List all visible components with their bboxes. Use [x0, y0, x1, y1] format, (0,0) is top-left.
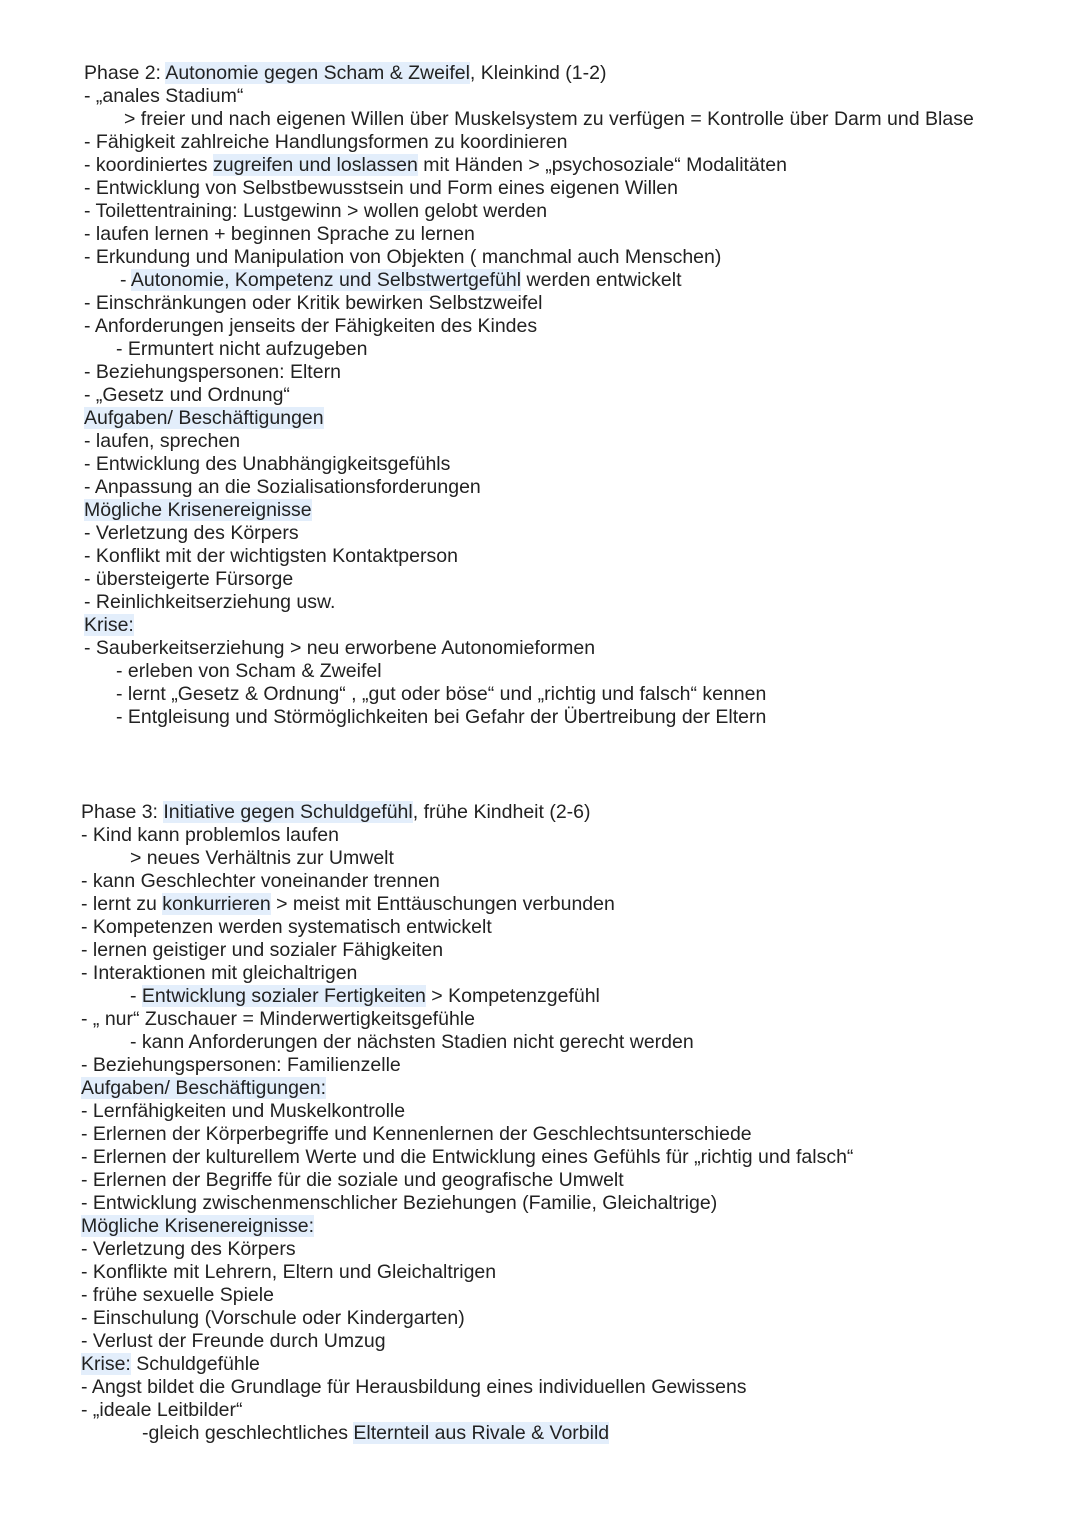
- note-line: [0, 200, 1080, 223]
- note-text: - Toilettentraining: Lustgewinn > wollen gelobt werden: [84, 200, 548, 222]
- note-line: [0, 1353, 1080, 1376]
- note-line: [0, 1422, 1080, 1445]
- note-line: [0, 614, 1080, 637]
- highlighted-text: Entwicklung sozialer Fertigkeiten: [141, 985, 426, 1007]
- note-text: - Konflikt mit der wichtigsten Kontaktperson: [84, 545, 458, 567]
- note-text: - Erkundung und Manipulation von Objekten ( manchmal auch Menschen): [84, 246, 722, 268]
- note-text: - laufen, sprechen: [84, 430, 241, 452]
- note-line: [0, 893, 1080, 916]
- note-text: - Beziehungspersonen: Familienzelle: [81, 1054, 401, 1076]
- note-line: [0, 315, 1080, 338]
- note-line: [0, 292, 1080, 315]
- note-line: [0, 1077, 1080, 1100]
- note-line: [0, 916, 1080, 939]
- note-text: - Verletzung des Körpers: [84, 522, 299, 544]
- note-text: - frühe sexuelle Spiele: [81, 1284, 274, 1306]
- highlighted-text: Aufgaben/ Beschäftigungen:: [81, 1077, 327, 1099]
- note-text: - Verletzung des Körpers: [81, 1238, 296, 1260]
- note-text: - koordiniertes: [84, 154, 213, 176]
- note-line: [0, 801, 1080, 824]
- note-line: [0, 131, 1080, 154]
- note-text: - „Gesetz und Ordnung“: [84, 384, 290, 406]
- highlighted-text: Krise:: [81, 1353, 131, 1375]
- note-text: - Entwicklung zwischenmenschlicher Beziehungen (Familie, Gleichaltrige): [81, 1192, 718, 1214]
- note-text: - Kind kann problemlos laufen: [81, 824, 339, 846]
- note-line: [0, 591, 1080, 614]
- note-text: - Erlernen der Begriffe für die soziale und geografische Umwelt: [81, 1169, 624, 1191]
- note-text: > meist mit Enttäuschungen verbunden: [270, 893, 615, 915]
- note-text: - übersteigerte Fürsorge: [84, 568, 294, 590]
- note-text: - kann Geschlechter voneinander trennen: [81, 870, 440, 892]
- highlighted-text: konkurrieren: [162, 893, 271, 915]
- note-text: Phase 3:: [81, 801, 164, 823]
- note-line: [0, 1192, 1080, 1215]
- note-line: [0, 62, 1080, 85]
- note-text: werden entwickelt: [521, 269, 682, 291]
- note-text: - Kompetenzen werden systematisch entwickelt: [81, 916, 492, 938]
- note-text: - erleben von Scham & Zweifel: [116, 660, 382, 682]
- highlighted-text: Autonomie gegen Scham & Zweifel: [165, 62, 470, 84]
- note-line: [0, 1399, 1080, 1422]
- note-line: [0, 1376, 1080, 1399]
- note-text: > neues Verhältnis zur Umwelt: [130, 847, 394, 869]
- note-text: - „ideale Leitbilder“: [81, 1399, 243, 1421]
- note-line: [0, 962, 1080, 985]
- note-text: Schuldgefühle: [130, 1353, 260, 1375]
- note-line: [0, 1284, 1080, 1307]
- note-text: > Kompetenzgefühl: [425, 985, 600, 1007]
- note-line: [0, 1031, 1080, 1054]
- note-line: [0, 1169, 1080, 1192]
- note-text: - laufen lernen + beginnen Sprache zu lernen: [84, 223, 475, 245]
- note-text: - Erlernen der Körperbegriffe und Kennenlernen der Geschlechtsunterschiede: [81, 1123, 752, 1145]
- highlighted-text: Initiative gegen Schuldgefühl: [163, 801, 413, 823]
- note-line: [0, 683, 1080, 706]
- note-text: - Reinlichkeitserziehung usw.: [84, 591, 336, 613]
- note-text: - Anforderungen jenseits der Fähigkeiten des Kindes: [84, 315, 538, 337]
- note-line: [0, 246, 1080, 269]
- phase-2-section: [0, 62, 1080, 729]
- note-line: [0, 985, 1080, 1008]
- highlighted-text: Autonomie, Kompetenz und Selbstwertgefühl: [130, 269, 522, 291]
- note-text: - Sauberkeitserziehung > neu erworbene Autonomieformen: [84, 637, 596, 659]
- note-text: - lernt „Gesetz & Ordnung“ , „gut oder böse“ und „richtig und falsch“ kennen: [116, 683, 767, 705]
- note-line: [0, 338, 1080, 361]
- note-line: [0, 1146, 1080, 1169]
- note-text: - lernen geistiger und sozialer Fähigkeiten: [81, 939, 444, 961]
- note-line: [0, 660, 1080, 683]
- note-text: - „anales Stadium“: [84, 85, 244, 107]
- note-line: [0, 522, 1080, 545]
- note-text: - Beziehungspersonen: Eltern: [84, 361, 341, 383]
- note-text: - Angst bildet die Grundlage für Herausbildung eines individuellen Gewissens: [81, 1376, 747, 1398]
- note-text: , Kleinkind (1-2): [469, 62, 607, 84]
- note-text: - Ermuntert nicht aufzugeben: [116, 338, 368, 360]
- note-text: - Fähigkeit zahlreiche Handlungsformen zu koordinieren: [84, 131, 568, 153]
- highlighted-text: Mögliche Krisenereignisse:: [81, 1215, 315, 1237]
- note-line: [0, 1307, 1080, 1330]
- note-line: [0, 85, 1080, 108]
- note-line: [0, 108, 1080, 131]
- note-text: - Anpassung an die Sozialisationsforderungen: [84, 476, 481, 498]
- note-line: [0, 824, 1080, 847]
- note-line: [0, 361, 1080, 384]
- note-line: [0, 637, 1080, 660]
- note-text: -: [130, 985, 142, 1007]
- highlighted-text: Krise:: [84, 614, 134, 636]
- highlighted-text: Mögliche Krisenereignisse: [84, 499, 312, 521]
- note-line: [0, 430, 1080, 453]
- note-line: [0, 568, 1080, 591]
- note-line: [0, 1330, 1080, 1353]
- note-line: [0, 476, 1080, 499]
- note-line: [0, 1215, 1080, 1238]
- note-text: , frühe Kindheit (2-6): [412, 801, 591, 823]
- note-line: [0, 545, 1080, 568]
- note-text: - „ nur“ Zuschauer = Minderwertigkeitsgefühle: [81, 1008, 475, 1030]
- note-line: [0, 177, 1080, 200]
- highlighted-text: Elternteil aus Rivale & Vorbild: [353, 1422, 610, 1444]
- note-text: > freier und nach eigenen Willen über Muskelsystem zu verfügen = Kontrolle über Darm und Blase: [124, 108, 974, 130]
- note-line: [0, 1008, 1080, 1031]
- note-text: - Lernfähigkeiten und Muskelkontrolle: [81, 1100, 406, 1122]
- note-line: [0, 223, 1080, 246]
- note-text: - Entwicklung von Selbstbewusstsein und Form eines eigenen Willen: [84, 177, 678, 199]
- note-line: [0, 407, 1080, 430]
- note-text: -gleich geschlechtliches: [142, 1422, 354, 1444]
- note-text: - Erlernen der kulturellem Werte und die Entwicklung eines Gefühls für „richtig und falsch“: [81, 1146, 854, 1168]
- note-text: Phase 2:: [84, 62, 166, 84]
- note-line: [0, 453, 1080, 476]
- note-line: [0, 870, 1080, 893]
- note-line: [0, 939, 1080, 962]
- note-line: [0, 706, 1080, 729]
- note-line: [0, 154, 1080, 177]
- note-text: - Einschränkungen oder Kritik bewirken Selbstzweifel: [84, 292, 543, 314]
- note-line: [0, 1261, 1080, 1284]
- note-line: [0, 1100, 1080, 1123]
- note-text: - Interaktionen mit gleichaltrigen: [81, 962, 358, 984]
- note-text: - Entwicklung des Unabhängigkeitsgefühls: [84, 453, 451, 475]
- phase-3-section: [0, 801, 1080, 1445]
- note-line: [0, 384, 1080, 407]
- highlighted-text: Aufgaben/ Beschäftigungen: [84, 407, 324, 429]
- note-line: [0, 1123, 1080, 1146]
- note-text: - Einschulung (Vorschule oder Kindergarten): [81, 1307, 465, 1329]
- note-line: [0, 1238, 1080, 1261]
- note-line: [0, 847, 1080, 870]
- note-text: - Verlust der Freunde durch Umzug: [81, 1330, 386, 1352]
- highlighted-text: zugreifen und loslassen: [212, 154, 418, 176]
- note-text: mit Händen > „psychosoziale“ Modalitäten: [417, 154, 787, 176]
- note-line: [0, 1054, 1080, 1077]
- note-line: [0, 269, 1080, 292]
- note-text: - kann Anforderungen der nächsten Stadien nicht gerecht werden: [130, 1031, 694, 1053]
- note-text: - Entgleisung und Störmöglichkeiten bei Gefahr der Übertreibung der Eltern: [116, 706, 767, 728]
- note-text: - lernt zu: [81, 893, 163, 915]
- note-line: [0, 499, 1080, 522]
- note-text: -: [120, 269, 131, 291]
- note-text: - Konflikte mit Lehrern, Eltern und Gleichaltrigen: [81, 1261, 497, 1283]
